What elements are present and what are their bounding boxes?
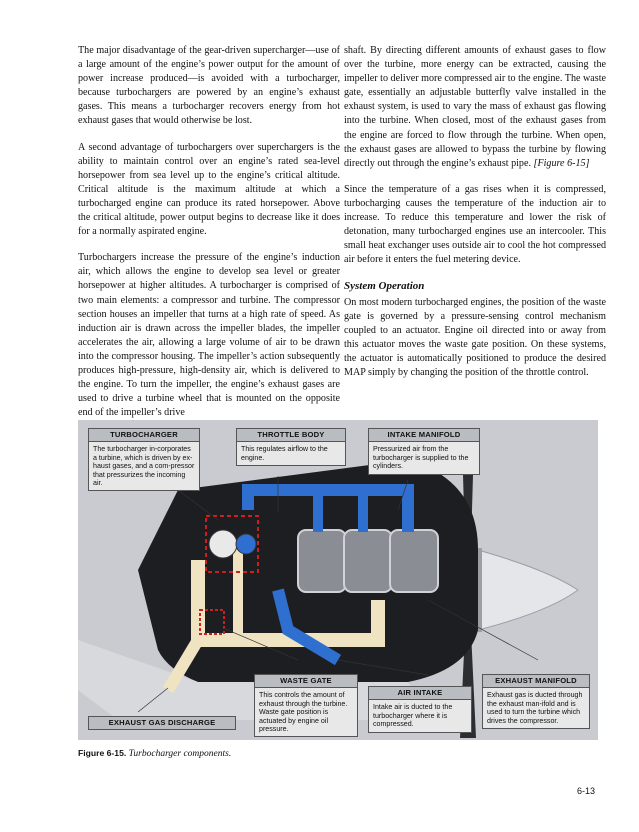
- section-heading: System Operation: [344, 280, 425, 293]
- left-text-column: [78, 44, 340, 432]
- right-text-column: [344, 44, 606, 392]
- label-title: THROTTLE BODY: [237, 429, 345, 442]
- waste-gate-label: [254, 674, 358, 737]
- cylinder: [344, 530, 392, 592]
- label-title: EXHAUST GAS DISCHARGE: [89, 717, 235, 729]
- paragraph: On most modern turbocharged engines, the position of the waste gate is governed by a pressure-sensing control mechanism coupled to an actuator. Engine oil directed into or away from this actuator moves the waste gate position. On these systems, the actuator is automatically positioned to produce the desired MAP simply by changing the position of the throttle control.: [344, 296, 606, 378]
- label-title: EXHAUST MANIFOLD: [483, 675, 589, 688]
- exhaust-gas-discharge-label: [88, 716, 236, 730]
- paragraph: Turbochargers increase the pressure of the engine’s induction air, which allows the engine to develop sea level or greater horsepower at higher altitudes. A turbocharger is comprised of two main elements: a compressor and turbine. The compressor section houses an impeller that turns at a high rate of speed. As induction air is drawn across the impeller blades, the impeller accelerates the air, allowing a large volume of air to be drawn into the compressor housing. The impeller’s action subsequently produces high-pressure, high-density air, which is delivered to the engine. To turn the impeller, the engine’s exhaust gases are used to drive a turbine wheel that is mounted on the opposite end of the impeller’s drive: [78, 252, 340, 419]
- page-number: 6-13: [577, 786, 596, 796]
- figure-reference: [Figure 6-15]: [533, 157, 590, 169]
- turbocharger-label: [88, 428, 200, 491]
- throttle-body-label: [236, 428, 346, 466]
- label-body: Pressurized air from the turbocharger is supplied to the cylinders.: [373, 445, 469, 471]
- label-title: WASTE GATE: [255, 675, 357, 688]
- cylinder: [390, 530, 438, 592]
- paragraph-text: shaft. By directing different amounts of exhaust gases to flow over the turbine, more energy can be extracted, causing the impeller to deliver more compressed air to the engine. The waste gate, essentially an adjustable butterfly valve installed in the exhaust system, is used to vary the mass of exhaust gas flowing into the turbine. When closed, most of the exhaust gases from the engine are forced to flow through the turbine. When open, the exhaust gases are allowed to bypass the turbine by flowing directly out through the engine’s exhaust pipe.: [344, 45, 606, 169]
- label-body: Exhaust gas is ducted through the exhaust man-ifold and is used to turn the turbine which drives the compressor.: [487, 691, 583, 725]
- turbocharger-figure: [78, 420, 598, 740]
- label-title: AIR INTAKE: [369, 687, 471, 700]
- cylinder: [298, 530, 346, 592]
- caption-text: Turbocharger components.: [128, 749, 232, 759]
- paragraph: [344, 44, 606, 171]
- caption-label: Figure 6-15.: [78, 748, 127, 758]
- exhaust-manifold-label: [482, 674, 590, 729]
- intake-manifold-label: [368, 428, 480, 475]
- propeller-spinner: [478, 550, 578, 630]
- label-body: This regulates airflow to the engine.: [241, 445, 328, 462]
- paragraph: The major disadvantage of the gear-driven supercharger—use of a large amount of the engine’s power output for the amount of power increase produced—is avoided with a turbocharger, because turbochargers are powered by an engine’s exhaust gases. This means a turbocharger recovers energy from hot exhaust gases that would otherwise be lost.: [78, 45, 340, 127]
- figure-caption: [78, 748, 231, 759]
- turbine-wheel: [209, 530, 237, 558]
- paragraph: A second advantage of turbochargers over superchargers is the ability to maintain control over an engine’s rated sea-level horsepower from sea level up to the engine’s critical altitude. Critical altitude is the maximum altitude at which a turbocharged engine can produce its rated horsepower. Above the critical altitude, power output begins to decrease like it does for a normally aspirated engine.: [78, 141, 340, 238]
- compressor-wheel: [236, 534, 256, 554]
- air-intake-label: [368, 686, 472, 733]
- label-body: This controls the amount of exhaust through the turbine. Waste gate position is actuated by engine oil pressure.: [259, 691, 348, 734]
- label-title: TURBOCHARGER: [89, 429, 199, 442]
- label-body: The turbocharger in-corporates a turbine, which is driven by ex-haust gases, and a com-pressor that pressurizes the incoming air.: [93, 445, 195, 488]
- label-title: INTAKE MANIFOLD: [369, 429, 479, 442]
- paragraph: Since the temperature of a gas rises when it is compressed, turbocharging causes the temperature of the induction air to increase. To reduce this temperature and lower the risk of detonation, many turbocharged engines use an intercooler. This small heat exchanger uses outside air to cool the hot compressed air before it enters the fuel metering device.: [344, 183, 606, 266]
- label-body: Intake air is ducted to the turbocharger where it is compressed.: [373, 703, 453, 729]
